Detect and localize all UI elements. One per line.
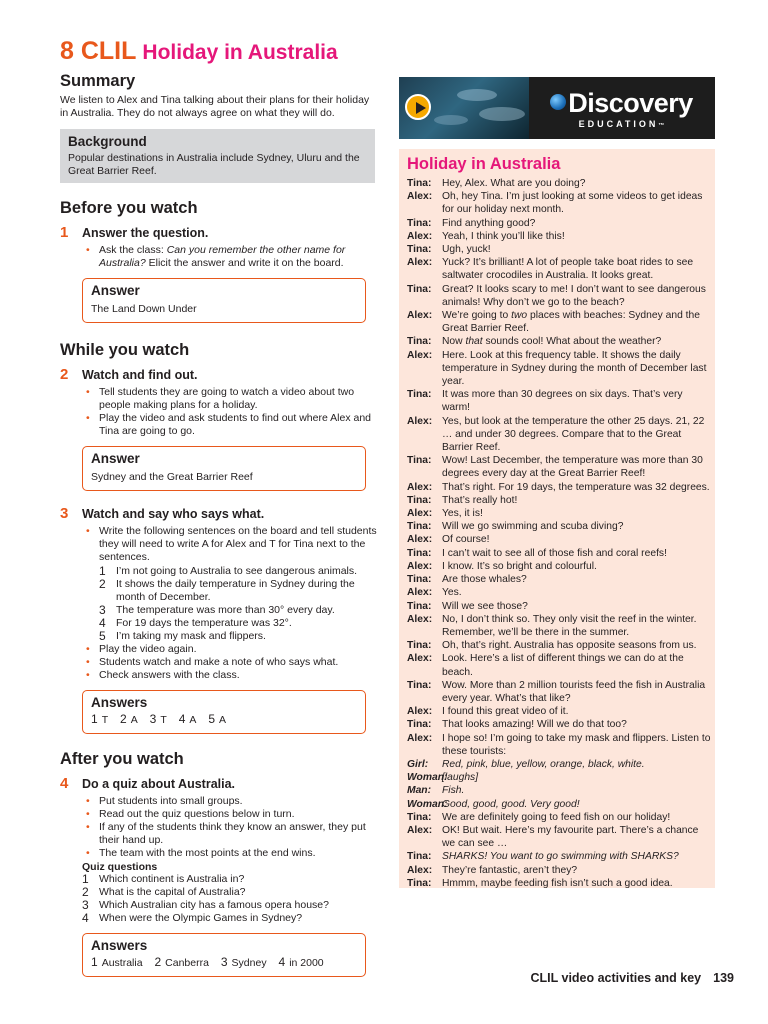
speaker-name: Tina: <box>407 679 432 691</box>
speaker-name: Alex: <box>407 534 433 546</box>
bullet-list <box>60 525 378 564</box>
speech-text: Oh, hey Tina. I’m just looking at some videos to get ideas for our holiday next month. <box>442 191 703 216</box>
speaker-name: Alex: <box>407 481 433 493</box>
answer-heading: Answer <box>91 283 140 298</box>
speech-text: I know. It’s so bright and colourful. <box>442 560 597 572</box>
unit-title: Holiday in Australia <box>142 41 338 64</box>
list-item: • Ask the class: Can you remember the other name for Australia? Elicit the answer and write it on the board. <box>82 244 378 270</box>
speaker-name: Tina: <box>407 574 432 586</box>
script-line <box>407 586 713 599</box>
script-line <box>407 507 713 520</box>
speaker-name: Alex: <box>407 732 433 744</box>
script-line <box>407 388 713 414</box>
speech-text: That’s right. For 19 days, the temperature was 32 degrees. <box>442 481 710 493</box>
answers-row: 1 T 2 A 3 T 4 A 5 A <box>91 712 227 726</box>
speaker-name: Alex: <box>407 191 433 203</box>
list-item: • Students watch and make a note of who says what. <box>82 656 378 669</box>
script-line <box>407 533 713 546</box>
speaker-name: Tina: <box>407 851 432 863</box>
answers-box <box>82 690 366 734</box>
speaker-name: Alex: <box>407 257 433 269</box>
step-number: 4 <box>60 775 69 792</box>
while-heading: While you watch <box>60 341 190 359</box>
speaker-name: Tina: <box>407 600 432 612</box>
speaker-name: Tina: <box>407 336 432 348</box>
teacher-notes-column <box>60 72 378 977</box>
step-title: Do a quiz about Australia. <box>82 777 236 791</box>
step-title: Answer the question. <box>82 226 209 240</box>
script-line <box>407 481 713 494</box>
speech-text: They’re fantastic, aren’t they? <box>442 864 578 876</box>
script-line <box>407 349 713 389</box>
speaker-name: Tina: <box>407 217 432 229</box>
answers-heading: Answers <box>91 695 148 710</box>
speech-text: Now that sounds cool! What about the weather? <box>442 336 662 348</box>
speech-text: I found this great video of it. <box>442 706 569 718</box>
script-line <box>407 573 713 586</box>
speaker-name: Alex: <box>407 587 433 599</box>
script-line <box>407 718 713 731</box>
script-line <box>407 243 713 256</box>
speech-text: Great? It looks scary to me! I don’t want to see dangerous animals! Why don’t we go to the beach? <box>442 283 706 308</box>
speaker-name: Alex: <box>407 706 433 718</box>
quiz-item: 1 Which continent is Australia in? <box>82 872 245 886</box>
list-item: • Read out the quiz questions below in turn. <box>82 808 378 821</box>
answer-box <box>82 278 366 323</box>
sentence-item: 4 For 19 days the temperature was 32°. <box>99 616 292 630</box>
play-icon[interactable] <box>405 94 431 120</box>
script-line <box>407 547 713 560</box>
speaker-name: Man: <box>407 785 432 797</box>
list-item: • Write the following sentences on the board and tell students they will need to write A for Alex and T for Tina next to the sentences. <box>82 525 378 564</box>
speech-text: I hope so! I’m going to take my mask and flippers. Listen to these tourists: <box>442 732 711 757</box>
step-4 <box>60 775 378 792</box>
page-footer <box>530 971 734 985</box>
speaker-name: Alex: <box>407 560 433 572</box>
summary-heading: Summary <box>60 72 136 90</box>
script-line <box>407 560 713 573</box>
speech-text: Red, pink, blue, yellow, orange, black, white. <box>442 758 645 770</box>
answer-text: The Land Down Under <box>91 303 197 315</box>
speaker-name: Alex: <box>407 310 433 322</box>
speech-text: Here. Look at this frequency table. It shows the daily temperature in Sydney during the month of December last year. <box>442 349 707 388</box>
footer-label: CLIL video activities and key <box>530 971 702 985</box>
speech-text: That’s really hot! <box>442 494 518 506</box>
answers-heading: Answers <box>91 938 148 953</box>
speaker-name: Tina: <box>407 389 432 401</box>
speech-text: Of course! <box>442 534 490 546</box>
script-line <box>407 256 713 282</box>
step-3 <box>60 505 378 522</box>
speech-text: We’re going to two places with beaches: Sydney and the Great Barrier Reef. <box>442 310 700 335</box>
step-2 <box>60 366 378 383</box>
answers-box <box>82 933 366 977</box>
script-line <box>407 850 713 863</box>
script-line <box>407 520 713 533</box>
speech-text: I can’t wait to see all of those fish and coral reefs! <box>442 547 667 559</box>
quiz-item: 3 Which Australian city has a famous opera house? <box>82 898 329 912</box>
bullet-list <box>60 643 378 682</box>
script-line <box>407 190 713 216</box>
sentence-item: 5 I’m taking my mask and flippers. <box>99 629 266 643</box>
sentence-item: 1 I’m not going to Australia to see dangerous animals. <box>99 564 358 578</box>
answer-box <box>82 446 366 491</box>
speaker-name: Girl: <box>407 758 429 770</box>
page-number: 139 <box>713 971 734 985</box>
script-line <box>407 798 713 811</box>
script-line <box>407 283 713 309</box>
speech-text: It was more than 30 degrees on six days. That’s very warm! <box>442 389 683 414</box>
script-line <box>407 335 713 348</box>
speech-text: Will we see those? <box>442 600 528 612</box>
script-title: Holiday in Australia <box>407 155 561 173</box>
sentence-item: 2 It shows the daily temperature in Sydney during the month of December. <box>99 577 355 603</box>
quiz-item: 2 What is the capital of Australia? <box>82 885 246 899</box>
speech-text: Yuck? It’s brilliant! A lot of people take boat rides to see saltwater crocodiles in Australia. It looks great. <box>442 257 694 282</box>
speaker-name: Tina: <box>407 244 432 256</box>
speaker-name: Alex: <box>407 653 433 665</box>
speaker-name: Tina: <box>407 178 432 189</box>
speaker-name: Alex: <box>407 824 433 836</box>
script-line <box>407 415 713 455</box>
before-you-watch <box>60 199 378 323</box>
script-line <box>407 613 713 639</box>
speech-text: Good, good, good. Very good! <box>442 798 580 810</box>
speech-text: SHARKS! You want to go swimming with SHARKS? <box>442 851 679 863</box>
speech-text: Yes, it is! <box>442 508 483 520</box>
script-line <box>407 784 713 797</box>
speaker-name: Tina: <box>407 283 432 295</box>
script-line <box>407 309 713 335</box>
bullet-list <box>60 244 378 270</box>
step-title: Watch and say who says what. <box>82 507 265 521</box>
speaker-name: Tina: <box>407 521 432 533</box>
quiz-item: 4 When were the Olympic Games in Sydney? <box>82 911 303 925</box>
quiz-list <box>82 873 378 925</box>
speaker-name: Tina: <box>407 719 432 731</box>
speech-text: Look. Here’s a list of different things we can do at the beach. <box>442 653 684 678</box>
speech-text: Will we go swimming and scuba diving? <box>442 521 624 533</box>
script-lines <box>407 177 713 890</box>
unit-number: 8 CLIL <box>60 37 137 65</box>
sentence-list <box>99 565 378 643</box>
script-line <box>407 864 713 877</box>
speaker-name: Tina: <box>407 494 432 506</box>
list-item: • The team with the most points at the end wins. <box>82 847 378 860</box>
script-line <box>407 230 713 243</box>
speaker-name: Tina: <box>407 455 432 467</box>
discovery-education-logo: Discovery EDUCATION™ <box>534 89 709 129</box>
speaker-name: Alex: <box>407 508 433 520</box>
after-you-watch <box>60 750 378 977</box>
script-line <box>407 639 713 652</box>
quiz-heading: Quiz questions <box>82 861 158 873</box>
speaker-name: Tina: <box>407 811 432 823</box>
script-line <box>407 877 713 890</box>
speech-text: [laughs] <box>442 772 479 784</box>
speech-text: Yes. <box>442 587 462 599</box>
speaker-name: Woman: <box>407 772 448 784</box>
script-line <box>407 824 713 850</box>
list-item: • Play the video and ask students to find out where Alex and Tina are going to go. <box>82 412 378 438</box>
speaker-name: Tina: <box>407 640 432 652</box>
speaker-name: Woman: <box>407 798 448 810</box>
script-line <box>407 705 713 718</box>
background-heading: Background <box>68 134 147 149</box>
script-line <box>407 652 713 678</box>
script-line <box>407 811 713 824</box>
speech-text: Hey, Alex. What are you doing? <box>442 178 586 189</box>
while-you-watch <box>60 341 378 734</box>
video-banner[interactable] <box>399 77 715 139</box>
answer-heading: Answer <box>91 451 140 466</box>
script-line <box>407 177 713 190</box>
background-text: Popular destinations in Australia include Sydney, Uluru and the Great Barrier Reef. <box>68 152 360 177</box>
step-number: 2 <box>60 366 69 383</box>
script-line <box>407 494 713 507</box>
summary-text: We listen to Alex and Tina talking about their plans for their holiday in Australia. They do not always agree on what they will do. <box>60 94 370 119</box>
speech-text: We are definitely going to feed fish on our holiday! <box>442 811 671 823</box>
list-item: • Put students into small groups. <box>82 795 378 808</box>
speech-text: Fish. <box>442 785 465 797</box>
list-item: • If any of the students think they know an answer, they put their hand up. <box>82 821 378 847</box>
speech-text: Ugh, yuck! <box>442 244 491 256</box>
globe-icon <box>550 94 566 110</box>
script-line <box>407 771 713 784</box>
answers-row: 1 Australia 2 Canberra 3 Sydney 4 in 2000 <box>91 955 324 969</box>
script-line <box>407 217 713 230</box>
speech-text: OK! But wait. Here’s my favourite part. There’s a chance we can see … <box>442 824 699 850</box>
speaker-name: Tina: <box>407 877 432 889</box>
speech-text: Are those whales? <box>442 574 527 586</box>
step-number: 3 <box>60 505 69 522</box>
step-1 <box>60 224 378 241</box>
script-line <box>407 732 713 758</box>
script-line <box>407 454 713 480</box>
speech-text: No, I don’t think so. They only visit the reef in the winter. Remember, we’ll be there in the summer. <box>442 613 697 638</box>
background-box <box>60 129 375 183</box>
speaker-name: Alex: <box>407 613 433 625</box>
speech-text: Wow! Last December, the temperature was more than 30 degrees every day at the Great Barrier Reef! <box>442 455 703 480</box>
list-item: • Tell students they are going to watch a video about two people making plans for a holiday. <box>82 386 378 412</box>
step-title: Watch and find out. <box>82 368 198 382</box>
before-heading: Before you watch <box>60 199 198 217</box>
video-script <box>399 149 715 888</box>
list-item: • Play the video again. <box>82 643 378 656</box>
speaker-name: Alex: <box>407 349 433 361</box>
speech-text: Oh, that’s right. Australia has opposite seasons from us. <box>442 640 697 652</box>
speech-text: Yes, but look at the temperature the other 25 days. 21, 22 … and under 30 degrees. Compare that to the Great Barrier Reef. <box>442 415 705 454</box>
list-item: • Check answers with the class. <box>82 669 378 682</box>
speaker-name: Tina: <box>407 547 432 559</box>
speaker-name: Alex: <box>407 230 433 242</box>
unit-header <box>60 37 338 66</box>
script-line <box>407 600 713 613</box>
script-line <box>407 679 713 705</box>
step-number: 1 <box>60 224 69 241</box>
answer-text: Sydney and the Great Barrier Reef <box>91 471 253 483</box>
after-heading: After you watch <box>60 750 184 768</box>
speech-text: Hmmm, maybe feeding fish isn’t such a good idea. <box>442 877 673 889</box>
speaker-name: Alex: <box>407 864 433 876</box>
speech-text: Find anything good? <box>442 217 536 229</box>
speech-text: Wow. More than 2 million tourists feed the fish in Australia every year. What’s that like? <box>442 679 706 704</box>
bullet-list <box>60 795 378 860</box>
speaker-name: Alex: <box>407 415 433 427</box>
speech-text: Yeah, I think you’ll like this! <box>442 230 565 242</box>
script-line <box>407 758 713 771</box>
speech-text: That looks amazing! Will we do that too? <box>442 719 627 731</box>
bullet-list <box>60 386 378 438</box>
sentence-item: 3 The temperature was more than 30° every day. <box>99 603 335 617</box>
